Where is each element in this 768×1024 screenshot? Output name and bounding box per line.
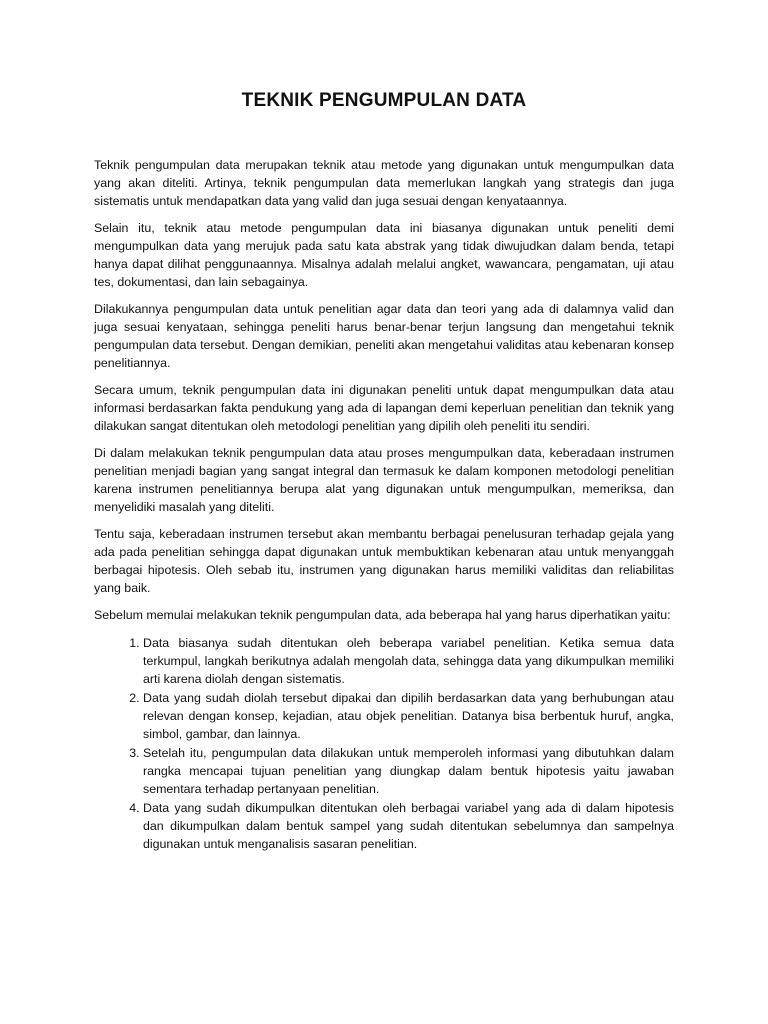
list-item: 1. Data biasanya sudah ditentukan oleh beberapa variabel penelitian. Ketika semua data terkumpul, langkah berikutnya adalah mengolah data, sehingga data yang dikumpulkan memiliki arti karena diolah dengan sistematis.	[143, 634, 674, 688]
list-item: 4. Data yang sudah dikumpulkan ditentukan oleh berbagai variabel yang ada di dalam hipotesis dan dikumpulkan dalam bentuk sampel yang sudah ditentukan sebelumnya dan sampelnya digunakan untuk menganalisis sasaran penelitian.	[143, 799, 674, 853]
paragraph-7: Sebelum memulai melakukan teknik pengumpulan data, ada beberapa hal yang harus diperhatikan yaitu:	[94, 608, 671, 622]
paragraph-3: Dilakukannya pengumpulan data untuk penelitian agar data dan teori yang ada di dalamnya valid dan juga sesuai kenyataan, sehingga peneliti harus benar-benar terjun langsung dan mengetahui teknik pengumpulan data tersebut. Dengan demikian, peneliti akan mengetahui validitas atau kebenaran konsep penelitiannya.	[94, 302, 675, 370]
paragraph-4: Secara umum, teknik pengumpulan data ini digunakan peneliti untuk dapat mengumpulkan data atau informasi berdasarkan fakta pendukung yang ada di lapangan demi keperluan penelitian dan teknik yang dilakukan sangat ditentukan oleh metodologi penelitian yang dipilih oleh peneliti itu sendiri.	[94, 383, 674, 433]
paragraph-2: Selain itu, teknik atau metode pengumpulan data ini biasanya digunakan untuk peneliti demi mengumpulkan data yang merujuk pada satu kata abstrak yang tidak diwujudkan dalam benda, tetapi hanya dapat dilihat penggunaannya. Misalnya adalah melalui angket, wawancara, pengamatan, uji atau tes, dokumentasi, dan lain sebagainya.	[94, 221, 674, 289]
document-body	[94, 156, 674, 854]
document-title: TEKNIK PENGUMPULAN DATA	[241, 90, 527, 111]
list-item: 3. Setelah itu, pengumpulan data dilakukan untuk memperoleh informasi yang dibutuhkan dalam rangka mencapai tujuan penelitian yang diungkap dalam bentuk hipotesis yaitu jawaban sementara terhadap pertanyaan penelitian.	[143, 744, 674, 798]
paragraph-6: Tentu saja, keberadaan instrumen tersebut akan membantu berbagai penelusuran terhadap gejala yang ada pada penelitian sehingga dapat digunakan untuk membuktikan kebenaran atau untuk menyanggah berbagai hipotesis. Oleh sebab itu, instrumen yang digunakan harus memiliki validitas dan reliabilitas yang baik.	[94, 527, 674, 595]
paragraph-1: Teknik pengumpulan data merupakan teknik atau metode yang digunakan untuk mengumpulkan data yang akan diteliti. Artinya, teknik pengumpulan data memerlukan langkah yang strategis dan juga sistematis untuk mendapatkan data yang valid dan juga sesuai dengan kenyataannya.	[94, 158, 674, 208]
steps-list	[94, 634, 674, 853]
list-item: 2. Data yang sudah diolah tersebut dipakai dan dipilih berdasarkan data yang berhubungan atau relevan dengan konsep, kejadian, atau objek penelitian. Datanya bisa berbentuk huruf, angka, simbol, gambar, dan lainnya.	[143, 689, 674, 743]
paragraph-5: Di dalam melakukan teknik pengumpulan data atau proses mengumpulkan data, keberadaan instrumen penelitian menjadi bagian yang sangat integral dan termasuk ke dalam komponen metodologi penelitian karena instrumen penelitiannya berupa alat yang digunakan untuk mengumpulkan, memeriksa, dan menyelidiki masalah yang diteliti.	[94, 446, 674, 514]
